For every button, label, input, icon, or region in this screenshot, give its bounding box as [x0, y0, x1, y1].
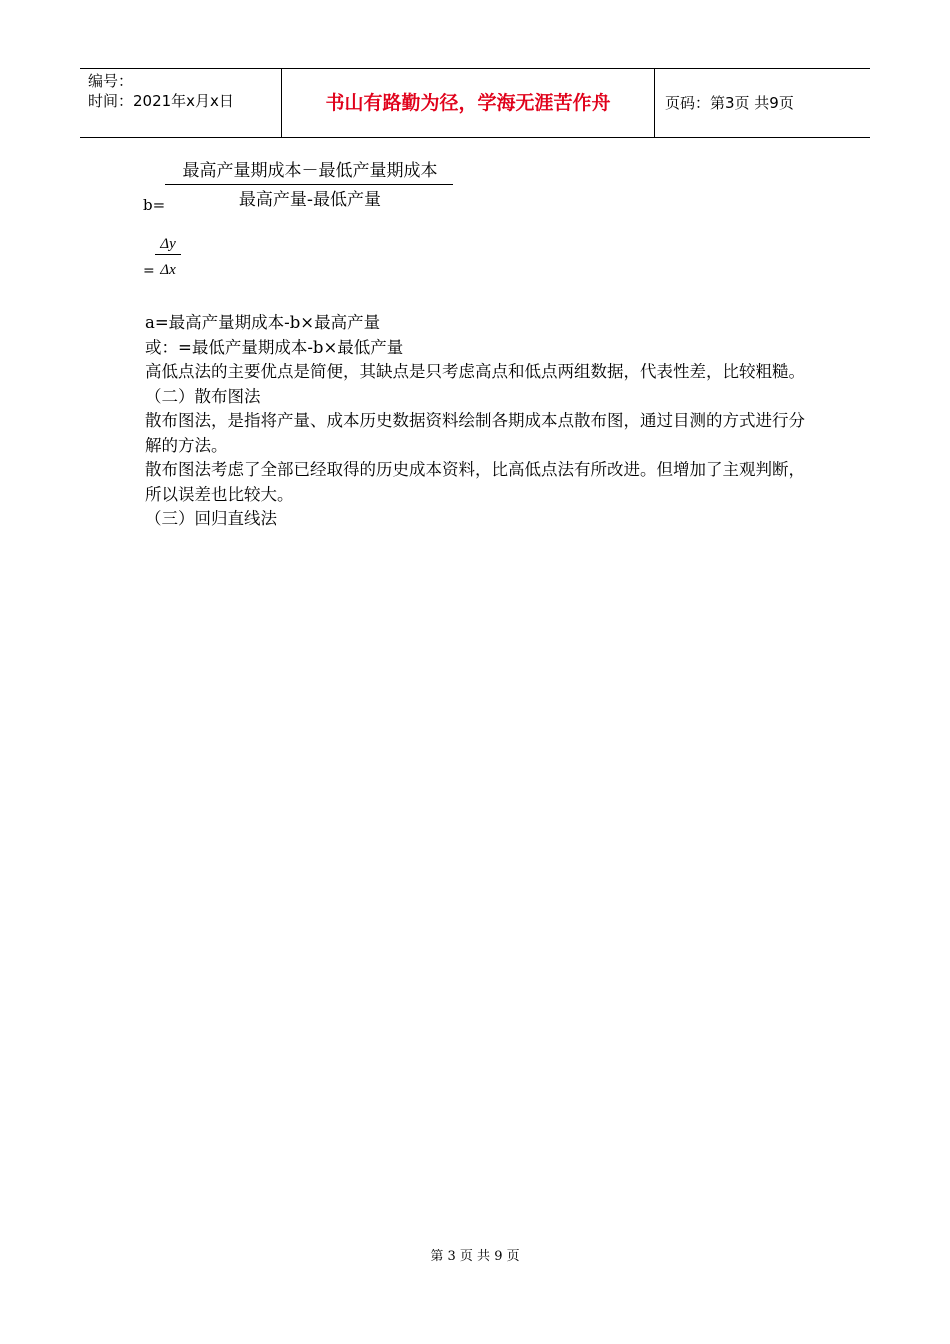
delta-x: Δx — [160, 262, 176, 278]
formula-b-fraction — [165, 158, 455, 213]
header-page-info: 页码：第3页 共9页 — [665, 94, 794, 112]
paragraph: 高低点法的主要优点是简便，其缺点是只考虑高点和低点两组数据，代表性差，比较粗糙。 — [145, 362, 805, 381]
page-footer: 第 3 页 共 9 页 — [430, 1249, 520, 1264]
formula-delta-prefix: = — [143, 263, 155, 279]
paragraph: 或：=最低产量期成本-b×最低产量 — [145, 337, 404, 357]
section-heading: （二）散布图法 — [145, 386, 261, 406]
delta-y: Δy — [160, 236, 176, 252]
time-label: 时间：2021年x月x日 — [88, 92, 234, 110]
header-left-cell — [80, 69, 282, 137]
formula-b-denominator: 最高产量-最低产量 — [238, 190, 382, 210]
document-body — [145, 311, 815, 532]
paragraph: 散布图法，是指将产量、成本历史数据资料绘制各期成本点散布图，通过目测的方式进行分解的方法。 — [145, 411, 805, 455]
formula-delta-fraction — [155, 234, 181, 280]
formula-b-label: b= — [143, 196, 166, 214]
number-label: 编号： — [88, 72, 134, 90]
formula-b-numerator: 最高产量期成本－最低产量期成本 — [182, 161, 438, 181]
header-motto: 书山有路勤为径，学海无涯苦作舟 — [282, 69, 655, 137]
paragraph: a=最高产量期成本-b×最高产量 — [145, 313, 381, 332]
page-header — [80, 68, 870, 138]
section-heading: （三）回归直线法 — [145, 509, 277, 528]
paragraph: 散布图法考虑了全部已经取得的历史成本资料，比高低点法有所改进。但增加了主观判断，所以误差也比较大。 — [145, 460, 805, 504]
